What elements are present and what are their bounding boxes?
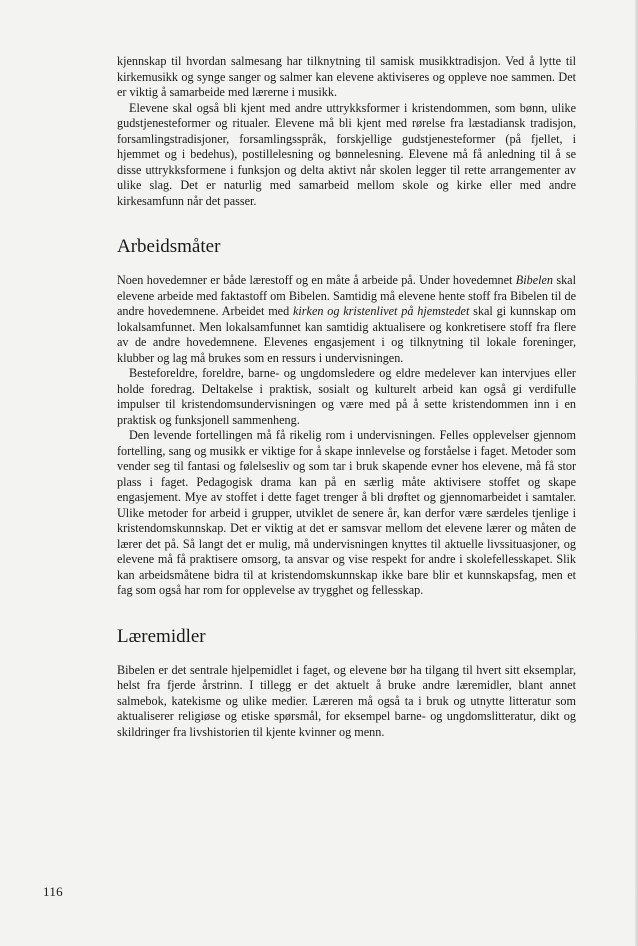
arbeidsmater-paragraph-3: Den levende fortellingen må få rikelig rom i undervisningen. Felles opplevelser gjennom fortelling, sang og musikk er viktige for å skape innlevelse og forståelse i faget. Metoder som vender seg til fantasi og følelsesliv og som tar i bruk skapende evner hos elevene, må få stor plass i faget. Pedagogisk drama kan på en særlig måte aktivisere stoffet og skape engasjement. Mye av stoffet i dette faget trenger å bli drøftet og gjennomarbeidet i samtaler. Ulike metoder for arbeid i grupper, utviklet de senere år, kan derfor være særdeles tjenlige i kristendomskunnskap. Det er viktig at det er samsvar mellom det elevene lærer og måten de lærer det på. Så langt det er mulig, må undervisningen knyttes til aktuelle livssituasjoner, og elevene må få praktisere omsorg, ta ansvar og vise respekt for andre i skolefellesskapet. Slik kan arbeidsmåtene bidra til at kristendomskunnskap ikke bare blir et kunnskapsfag, men et fag som også har rom for opplevelse av trygghet og fellesskap. bbox=[117, 428, 576, 597]
page-body bbox=[117, 54, 576, 740]
laeremidler-paragraph-1: Bibelen er det sentrale hjelpemidlet i faget, og elevene bør ha tilgang til hvert sitt eksemplar, helst fra fjerde årstrinn. I tillegg er det aktuelt å bruke andre læremidler, blant annet salmebok, katekisme og ulike medier. Læreren må også ta i bruk og utnytte litteratur som aktualiserer religiøse og etiske spørsmål, for eksempel barne- og ungdomslitteratur, dikt og skildringer fra livshistorien til kjente kvinner og menn. bbox=[117, 662, 576, 739]
arbeidsmater-paragraph-1 bbox=[117, 273, 576, 366]
page-number: 116 bbox=[43, 884, 63, 899]
emphasis-kirken: kirken og kristenlivet på hjemstedet bbox=[293, 304, 470, 318]
text-run: skal elevene arbeide med faktastoff om Bibelen. Samtidig må elevene hente stoff fra Bibelen til de andre hovedemnene. Arbeidet med bbox=[117, 273, 576, 318]
section-heading-laeremidler: Læremidler bbox=[117, 625, 206, 647]
section-heading-arbeidsmater: Arbeidsmåter bbox=[117, 236, 221, 257]
intro-paragraph-2: Elevene skal også bli kjent med andre uttrykksformer i kristendommen, som bønn, ulike gudstjenesteformer og ritualer. Elevene må bli kjent med rørelse fra læstadiansk tradisjon, forsamlingstradisjoner, forsamlingsspråk, forskjellige gudstjenesteformer (på fjellet, i hjemmet og i bedehus), postillelesning og bønnelesning. Elevene må få anledning til å se disse uttrykksformene i funksjon og delta aktivt når skolen legger til rette arrangementer av ulike slag. Det er naturlig med samarbeid mellom skole og kirke eller med andre kirkesamfunn når det passer. bbox=[117, 100, 576, 208]
intro-paragraph-1: kjennskap til hvordan salmesang har tilknytning til samisk musikktradisjon. Ved å lytte til kirkemusikk og synge sanger og salmer kan elevene aktiviseres og oppleve noe sammen. Det er viktig å samarbeide med lærerne i musikk. bbox=[117, 54, 576, 99]
emphasis-bibelen: Bibelen bbox=[515, 273, 554, 287]
arbeidsmater-paragraph-2: Besteforeldre, foreldre, barne- og ungdomsledere og eldre medelever kan intervjues eller holde foredrag. Deltakelse i praktisk, sosialt og kulturelt arbeid kan også gi verdifulle impulser til kristendomsundervisningen og være med på å sette kristendommen inn i en praktisk og funksjonell sammenheng. bbox=[117, 366, 576, 427]
text-run: skal gi kunnskap om lokalsamfunnet. Men lokalsamfunnet kan samtidig aktualisere og konkretisere stoff fra flere av de andre hovedemnene. Elevenes engasjement i og tilknytning til lokale foreninger, klubber og lag må brukes som en ressurs i undervisningen. bbox=[117, 304, 576, 365]
text-run: Noen hovedemner er både lærestoff og en måte å arbeide på. Under hovedemnet bbox=[117, 273, 516, 287]
